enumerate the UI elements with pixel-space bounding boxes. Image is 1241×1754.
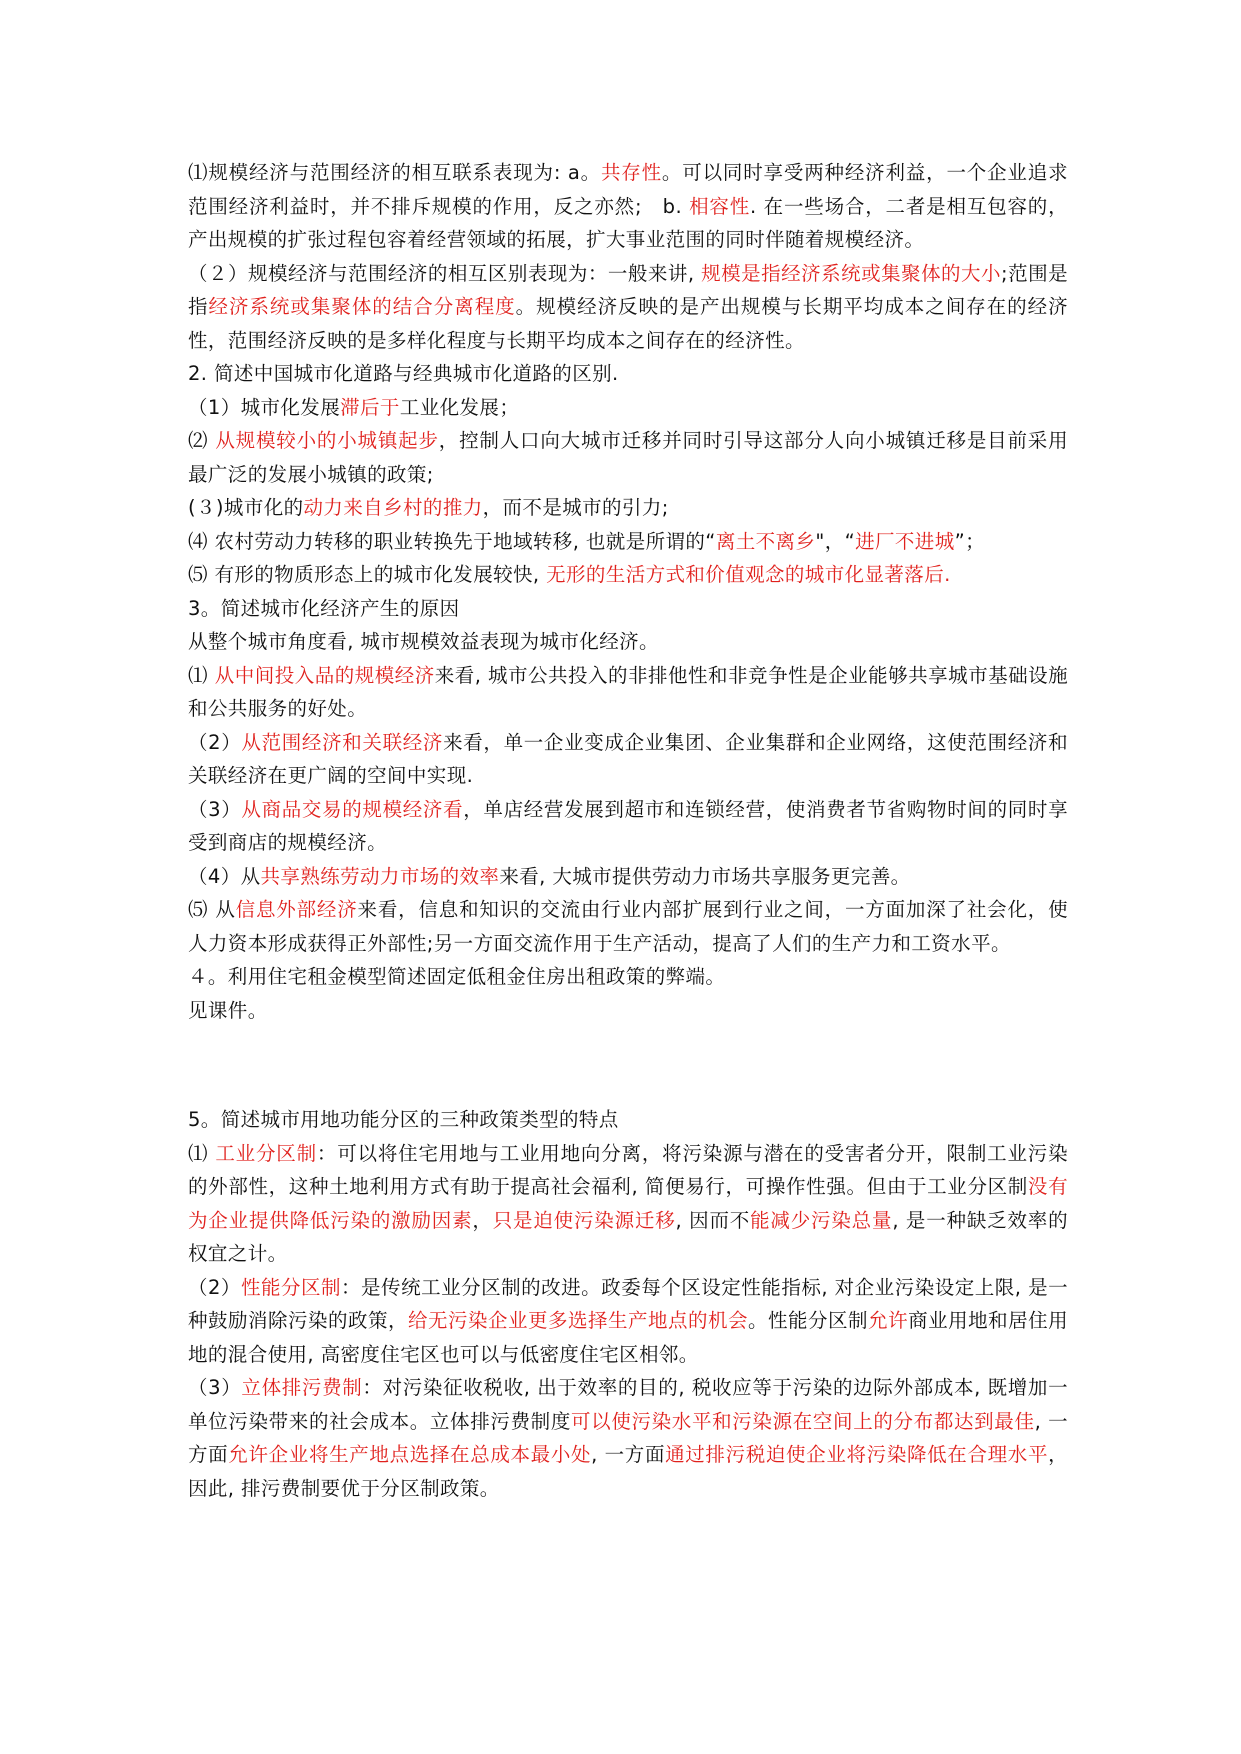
highlight-text: 共享熟练劳动力市场的效率 [260,864,500,888]
body-text: ４。利用住宅租金模型简述固定低租金住房出租政策的弊端。 [188,965,726,988]
body-text: 2. 简述中国城市化道路与经典城市化道路的区别. [188,362,619,385]
body-text: ⑴ [188,1141,216,1165]
highlight-text: 从规模较小的小城镇起步 [215,429,439,452]
paragraph-q3i [188,625,1068,659]
highlight-text: 规模是指经济系统或集聚体的大小 [701,261,1002,285]
paragraph-q5c [188,1371,1068,1505]
paragraph-q2d [188,525,1068,559]
paragraph-q2b [188,424,1068,491]
paragraph-q5a [188,1137,1068,1271]
body-text: 3。简述城市化经济产生的原因 [188,596,460,620]
highlight-text: 相容性 [689,194,751,218]
highlight-text: 能减少污染总量 [750,1208,893,1232]
highlight-text: 进厂不进城 [855,529,955,553]
body-text: ， [472,1208,493,1232]
highlight-text: 从商品交易的规模经济看 [241,797,464,821]
highlight-text: 性能分区制 [240,1275,342,1299]
body-text: ，单店经营发展到超市和连锁经营，使消费者节省购物时间的同时享受到商店的规模经济。 [188,797,1069,854]
body-text: "，“ [815,529,856,553]
paragraph-q2c [188,491,1068,525]
highlight-text: 动力来自乡村的推力 [303,496,483,519]
body-text: ，控制人口向大城市迁移并同时引导这部分人向小城镇迁移是目前采用最广泛的发展小城镇的政策; [188,429,1069,486]
document-body [188,156,1068,1505]
body-text: ：是传统工业分区制的改进。政委每个区设定性能指标, 对企业污染设定上限, 是一种鼓励消除污染的政策， [188,1275,1068,1332]
body-text: ”； [954,529,986,553]
paragraph-q3d [188,860,1068,894]
body-text: 。可以同时享受两种经济利益，一个企业追求范围经济利益时，并不排斥规模的作用，反之亦然; b. [188,161,1068,218]
highlight-text: 可以使污染水平和污染源在空间上的分布都达到最佳 [571,1409,1035,1433]
body-text: （1）城市化发展 [188,395,341,419]
body-text: , 一方面 [591,1443,666,1466]
body-text: ：对污染征收税收, 出于效率的目的, 税收应等于污染的边际外部成本, 既增加一单位污染带来的社会成本。立体排污费制度 [188,1376,1068,1433]
body-text: 商业用地和居住用地的混合使用, 高密度住宅区也可以与低密度住宅区相邻。 [188,1309,1068,1366]
highlight-text: 给无污染企业更多选择生产地点的机会 [408,1309,749,1332]
body-text: ⑷ 农村劳动力转移的职业转换先于地域转移, 也就是所谓的“ [188,529,716,553]
paragraph-q2 [188,357,1068,391]
body-text: ⑸ 有形的物质形态上的城市化发展较快, [188,563,547,586]
body-text: ⑸ 从 [188,898,236,921]
body-text: ，因此, 排污费制要优于分区制政策。 [188,1443,1069,1500]
body-text: 来看，信息和知识的交流由行业内部扩展到行业之间，一方面加深了社会化，使人力资本形成获得正外部性;另一方面交流作用于生产活动，提高了人们的生产力和工资水平。 [188,898,1068,955]
body-text: , 是一种缺乏效率的权宜之计。 [188,1208,1069,1265]
paragraph-p2 [188,257,1068,358]
body-text: 来看，单一企业变成企业集团、企业集群和企业网络，这使范围经济和关联经济在更广阔的空间中实现. [188,730,1068,787]
paragraph-q3e [188,893,1068,960]
body-text: ，而不是城市的引力; [482,496,669,519]
body-text: （4）从 [188,864,261,888]
body-text: , 一方面 [188,1409,1068,1466]
body-text: 来看, 大城市提供劳动力市场共享服务更完善。 [499,864,911,888]
body-text: ⑴ [188,663,215,687]
body-text: 从整个城市角度看, 城市规模效益表现为城市化经济。 [188,630,659,653]
body-text: . 在一些场合，二者是相互包容的，产出规模的扩张过程包容着经营领域的拓展，扩大事业范围的同时伴随着规模经济。 [188,194,1068,251]
highlight-text: 经济系统或集聚体的结合分离程度 [208,295,516,318]
highlight-text: 共存性 [600,161,662,184]
highlight-text: 工业分区制 [215,1141,317,1165]
body-text: ⑴规模经济与范围经济的相互联系表现为: a。 [188,161,601,184]
paragraph-q4 [188,960,1068,994]
body-text: 。性能分区制 [748,1309,869,1332]
paragraph-p1 [188,156,1068,257]
paragraph-q3a [188,659,1068,726]
highlight-text: 只是迫使污染源迁移 [492,1208,676,1232]
body-text: （2） [188,1275,241,1299]
paragraph-q2a [188,391,1068,425]
body-text: 见课件。 [188,998,268,1022]
body-text: 来看, 城市公共投入的非排他性和非竞争性是企业能够共享城市基础设施和公共服务的好处。 [188,663,1068,720]
highlight-text: 从范围经济和关联经济 [241,730,444,754]
paragraph-q3b [188,726,1068,793]
body-text: (３)城市化的 [188,496,304,519]
highlight-text: 立体排污费制 [241,1376,363,1399]
highlight-text: 没有为企业提供降低污染的激励因素 [188,1175,1068,1232]
highlight-text: 离土不离乡 [715,529,816,553]
body-text: ⑵ [188,429,216,452]
body-text: （2） [188,730,242,754]
paragraph-q5b [188,1271,1068,1372]
section-spacer [188,1027,1068,1103]
paragraph-q4a [188,994,1068,1028]
highlight-text: 允许企业将生产地点选择在总成本最小处 [228,1443,592,1466]
paragraph-q5 [188,1103,1068,1137]
body-text: 。规模经济反映的是产出规模与长期平均成本之间存在的经济性，范围经济反映的是多样化程度与长期平均成本之间存在的经济性。 [188,295,1068,352]
highlight-text: 允许 [868,1309,909,1332]
body-text: 工业化发展； [399,395,520,419]
body-text: （3） [188,1376,242,1399]
body-text: （3） [188,797,242,821]
highlight-text: 通过排污税迫使企业将污染降低在合理水平 [665,1443,1049,1466]
body-text: （２）规模经济与范围经济的相互区别表现为：一般来讲, [188,261,702,285]
highlight-text: 滞后于 [340,395,400,419]
paragraph-q3c [188,793,1068,860]
body-text: , 因而不 [675,1208,751,1232]
paragraph-q2e [188,558,1068,592]
highlight-text: 信息外部经济 [235,898,358,921]
body-text: ：可以将住宅用地与工业用地向分离，将污染源与潜在的受害者分开，限制工业污染的外部性，这种土地利用方式有助于提高社会福利, 简便易行，可操作性强。但由于工业分区制 [188,1141,1068,1198]
paragraph-q3 [188,592,1068,626]
body-text: 5。简述城市用地功能分区的三种政策类型的特点 [188,1108,619,1131]
highlight-text: 从中间投入品的规模经济 [214,663,435,687]
highlight-text: 无形的生活方式和价值观念的城市化显著落后. [546,563,951,586]
body-text: ;范围是指 [188,261,1068,318]
